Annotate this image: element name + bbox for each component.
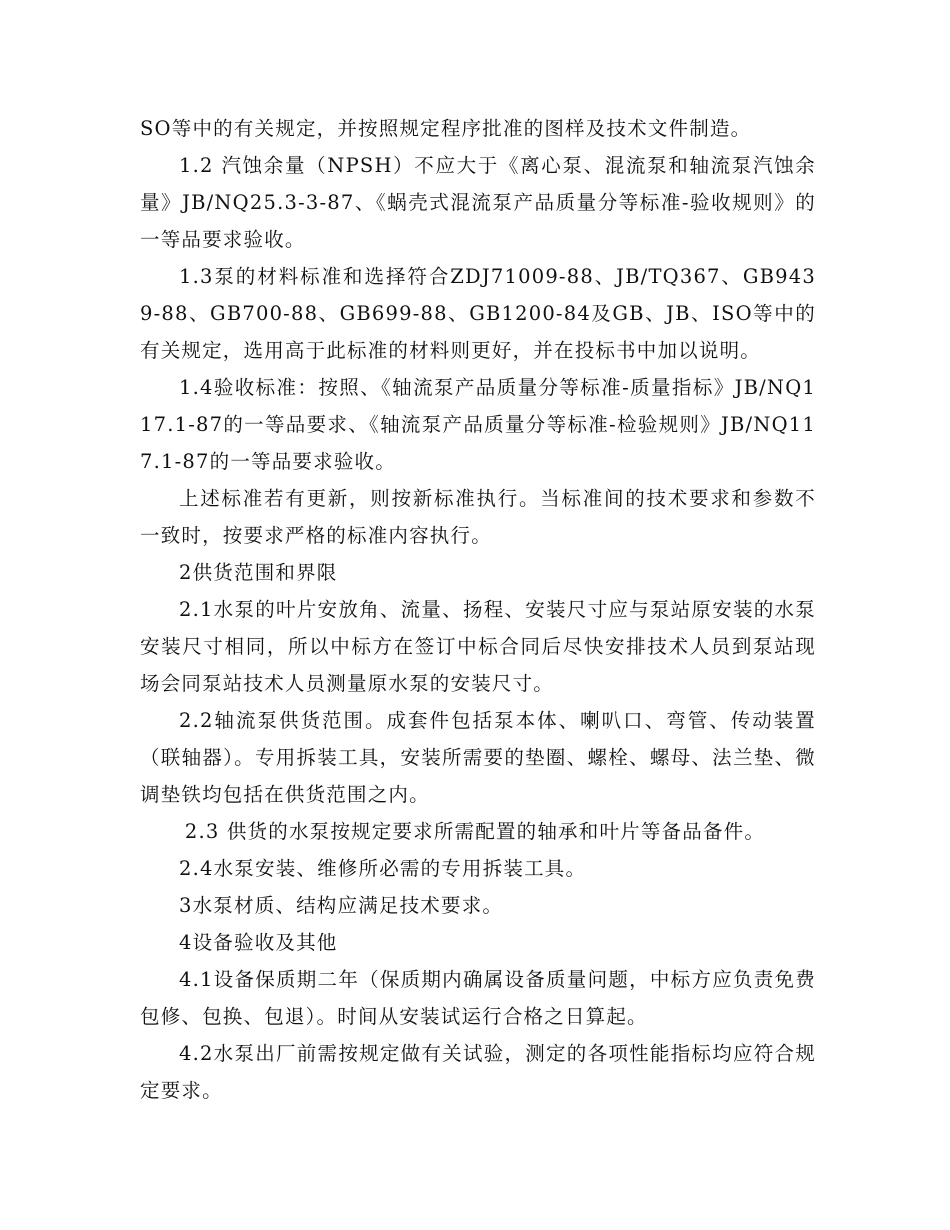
paragraph-standards-update: 上述标准若有更新，则按新标准执行。当标准间的技术要求和参数不一致时，按要求严格的标准内容执行。 xyxy=(140,487,816,547)
paragraph-2-4: 2.4水泵安装、维修所必需的专用拆装工具。 xyxy=(179,857,587,880)
paragraph-4-1: 4.1设备保质期二年（保质期内确属设备质量问题，中标方应负责免费包修、包换、包退）。时间从安装试运行合格之日算起。 xyxy=(140,968,816,1028)
paragraph-continuation: SO等中的有关规定，并按照规定程序批准的图样及技术文件制造。 xyxy=(140,117,752,140)
paragraph-1-2: 1.2 汽蚀余量（NPSH）不应大于《离心泵、混流泵和轴流泵汽蚀余量》JB/NQ25.3-3-87、《蜗壳式混流泵产品质量分等标准-验收规则》的一等品要求验收。 xyxy=(140,154,816,251)
section-heading-2: 2供货范围和界限 xyxy=(179,561,338,584)
paragraph-2-1: 2.1水泵的叶片安放角、流量、扬程、安装尺寸应与泵站原安装的水泵安装尺寸相同，所以中标方在签订中标合同后尽快安排技术人员到泵站现场会同泵站技术人员测量原水泵的安装尺寸。 xyxy=(140,598,816,695)
section-heading-4: 4设备验收及其他 xyxy=(179,931,338,954)
section-heading-3: 3水泵材质、结构应满足技术要求。 xyxy=(179,894,504,917)
paragraph-2-2: 2.2轴流泵供货范围。成套件包括泵本体、喇叭口、弯管、传动装置（联轴器）。专用拆装工具，安装所需要的垫圈、螺栓、螺母、法兰垫、微调垫铁均包括在供货范围之内。 xyxy=(140,709,816,806)
paragraph-1-3: 1.3泵的材料标准和选择符合ZDJ71009-88、JB/TQ367、GB9439-88、GB700-88、GB699-88、GB1200-84及GB、JB、ISO等中的有关规定，选用高于此标准的材料则更好，并在投标书中加以说明。 xyxy=(140,265,816,362)
paragraph-2-3: 2.3 供货的水泵按规定要求所需配置的轴承和叶片等备品备件。 xyxy=(184,820,766,843)
paragraph-4-2: 4.2水泵出厂前需按规定做有关试验，测定的各项性能指标均应符合规定要求。 xyxy=(140,1042,816,1102)
document-body xyxy=(140,110,816,1109)
paragraph-1-4: 1.4验收标准：按照、《轴流泵产品质量分等标准-质量指标》JB/NQ117.1-87的一等品要求、《轴流泵产品质量分等标准-检验规则》JB/NQ117.1-87的一等品要求验收。 xyxy=(140,376,816,473)
